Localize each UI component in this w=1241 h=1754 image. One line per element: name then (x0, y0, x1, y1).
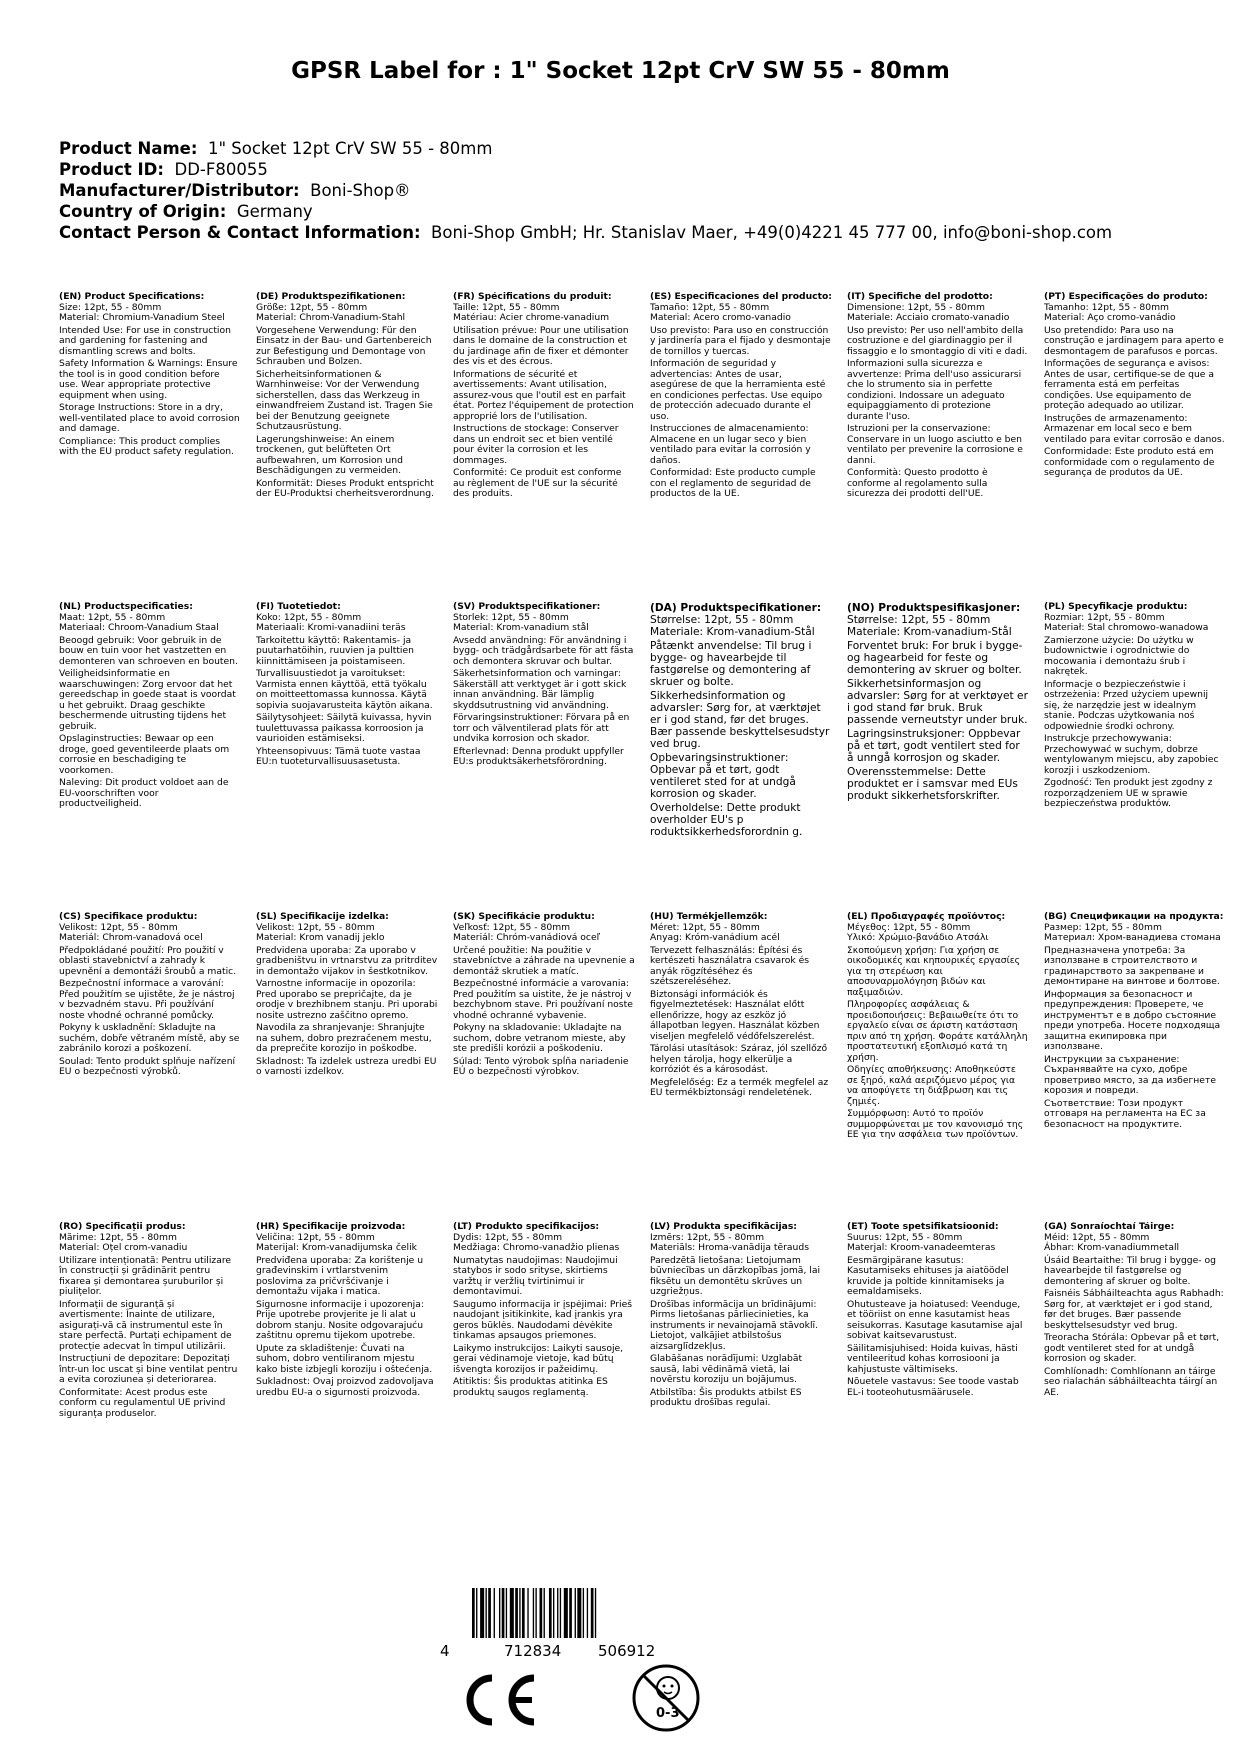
spec-paragraph: Treoracha Stórála: Opbevar på et tørt, godt ventileret sted for at undgå korrosion og skader. (1044, 1332, 1219, 1364)
spec-paragraph: Uso pretendido: Para uso na construção e jardinagem para aperto e desmontagem de parafusos e porcas. (1044, 324, 1224, 357)
spec-paragraph: Velikost: 12pt, 55 - 80mm (256, 921, 375, 933)
spec-paragraph: Materiál: Chróm-vanádiová oceľ (453, 932, 601, 943)
spec-block-fi (256, 602, 438, 770)
spec-paragraph: Súlad: Tento výrobok spĺňa nariadenie EÚ o bezpečnosti výrobkov. (453, 1055, 629, 1077)
spec-heading: (LV) Produkta specifikācijas: (650, 1222, 797, 1232)
spec-paragraph: Πληροφορίες ασφάλειας & προειδοποιήσεις: Βεβαιωθείτε ότι το εργαλείο είναι σε άριστη κατάσταση πριν από τη χρήση. Φοράτε κατάλληλη προστατευτική εξοπλισμό κατά τη χρήση. (847, 999, 1028, 1063)
spec-paragraph: Informations de sécurité et avertissements: Avant utilisation, assurez-vous que l'outil est en parfait état. Portez l'équipement de protection approprié lors de l'utilisation. (453, 368, 634, 422)
spec-paragraph: Bezpečnostné informácie a varovania: Pred použitím sa uistite, že je nástroj v bezchybnom stave. Pri používaní noste vhodné ochranné vybavenie. (453, 978, 633, 1021)
spec-paragraph: Suurus: 12pt, 55 - 80mm (847, 1231, 963, 1243)
info-label: Product Name: (59, 139, 198, 158)
spec-block-hr (256, 1222, 438, 1400)
spec-paragraph: Avsedd användning: För användning i bygg- och trädgårdsarbete för att fästa och demontera skruvar och bultar. (453, 634, 634, 667)
spec-paragraph: Utilizare intenționată: Pentru utilizare în construcții și grădinărit pentru fixarea și demontarea șuruburilor și piulițelor. (59, 1254, 232, 1297)
spec-heading: (NO) Produktspesifikasjoner: (847, 602, 1021, 614)
spec-block-de (256, 292, 438, 502)
spec-heading: (LT) Produkto specifikacijos: (453, 1222, 600, 1232)
svg-text:0-3: 0-3 (656, 1706, 680, 1721)
spec-paragraph: Sukladnost: Ovaj proizvod zadovoljava uredbu EU-a o sigurnosti proizvoda. (256, 1376, 434, 1398)
info-value: DD-F80055 (174, 160, 268, 179)
spec-paragraph: Material: Acero cromo-vanadio (650, 312, 791, 323)
spec-paragraph: Maat: 12pt, 55 - 80mm (59, 611, 166, 623)
spec-paragraph: Faisnéis Sábháilteachta agus Rabhadh: Sørg for, at værktøjet er i god stand, før det bruges. Bær passende beskyttelsesudstyr ved brug. (1044, 1288, 1224, 1331)
spec-paragraph: Tamanho: 12pt, 55 - 80mm (1044, 301, 1169, 313)
spec-paragraph: Medžiaga: Chromo-vanadžio plienas (453, 1242, 620, 1253)
spec-paragraph: Materiaali: Kromi-vanadiini teräs (256, 622, 406, 633)
spec-paragraph: Conformidad: Este producto cumple con el reglamento de seguridad de productos de la UE. (650, 467, 816, 499)
spec-paragraph: Predvidena uporaba: Za uporabo v gradbeništvu in vrtnarstvu za pritrditev in demontažo vijakov in šestkotnikov. (256, 944, 438, 977)
spec-paragraph: Turvallisuustiedot ja varoitukset: Varmista ennen käyttöä, että työkalu on moitteettomassa kunnossa. Käytä sopivia suojavarusteita käytön aikana. (256, 668, 433, 711)
spec-heading: (FR) Spécifications du produit: (453, 292, 612, 302)
spec-paragraph: Skladnost: Ta izdelek ustreza uredbi EU o varnosti izdelkov. (256, 1055, 437, 1077)
spec-block-lv (650, 1222, 832, 1411)
spec-paragraph: Saugumo informacija ir įspėjimai: Prieš naudojant įsitikinkite, kad įrankis yra geros būklės. Naudodami dėvėkite tinkamas apsaugos priemones. (453, 1298, 633, 1341)
spec-paragraph: Veľkosť: 12pt, 55 - 80mm (453, 921, 571, 933)
spec-paragraph: Pokyny k uskladnění: Skladujte na suchém, dobře větraném místě, aby se zabránilo korozi a poškození. (59, 1022, 240, 1054)
spec-heading: (ET) Toote spetsifikatsioonid: (847, 1222, 999, 1232)
spec-heading: (HU) Termékjellemzők: (650, 912, 768, 922)
spec-heading: (RO) Specificații produs: (59, 1222, 186, 1232)
spec-paragraph: Intended Use: For use in construction and gardening for fastening and dismantling screws and bolts. (59, 324, 231, 357)
spec-paragraph: Navodila za shranjevanje: Shranjujte na suhem, dobro prezračenem mestu, da preprečite korozijo in poškodbe. (256, 1022, 432, 1054)
spec-paragraph: Beoogd gebruik: Voor gebruik in de bouw en tuin voor het vastzetten en demonteren van schroeven en bouten. (59, 634, 238, 667)
spec-block-lt (453, 1222, 635, 1400)
spec-paragraph: Utilisation prévue: Pour une utilisation dans le domaine de la construction et du jardinage afin de fixer et démonter des vis et des écrous. (453, 324, 629, 367)
spec-paragraph: Izmērs: 12pt, 55 - 80mm (650, 1231, 765, 1243)
spec-block-no (847, 602, 1029, 804)
spec-paragraph: Instructions de stockage: Conserver dans un endroit sec et bien ventilé pour éviter la corrosion et les dommages. (453, 423, 619, 466)
spec-paragraph: Säilytysohjeet: Säilytä kuivassa, hyvin tuulettuvassa paikassa korroosion ja vaurioiden estämiseksi. (256, 712, 432, 744)
spec-paragraph: Предназначена употреба: За използване в строителството и градинарството за закрепване и демонтиране на винтове и болтове. (1044, 944, 1220, 987)
spec-paragraph: Lagringsinstruksjoner: Oppbevar på et tørt, godt ventilert sted for å unngå korrosjon og skader. (847, 728, 1021, 764)
spec-paragraph: Conformité: Ce produit est conforme au règlement de l'UE sur la sécurité des produits. (453, 467, 622, 499)
page-title: GPSR Label for : 1" Socket 12pt CrV SW 55 - 80mm (291, 58, 950, 84)
spec-paragraph: Información de seguridad y advertencias: Antes de usar, asegúrese de que la herramienta esté en condiciones perfectas. Use equipo de protección adecuado durante el uso. (650, 358, 826, 422)
spec-block-sv (453, 602, 635, 770)
spec-heading: (IT) Specifiche del prodotto: (847, 292, 993, 302)
spec-block-nl (59, 602, 241, 812)
spec-heading: (CS) Specifikace produktu: (59, 912, 198, 922)
spec-paragraph: Instrukcje przechowywania: Przechowywać w suchym, dobrze wentylowanym miejscu, aby zapobiec korozji i uszkodzeniom. (1044, 733, 1219, 776)
info-label: Country of Origin: (59, 202, 227, 221)
info-label: Contact Person & Contact Information: (59, 223, 421, 242)
spec-paragraph: Atbilstība: Šis produkts atbilst ES produktu drošības regulai. (650, 1386, 802, 1408)
spec-paragraph: Opslaginstructies: Bewaar op een droge, goed geventileerde plaats om corrosie en beschadiging te voorkomen. (59, 733, 230, 776)
spec-block-el (847, 912, 1029, 1143)
spec-heading: (DA) Produktspecifikationer: (650, 602, 822, 614)
spec-paragraph: Méid: 12pt, 55 - 80mm (1044, 1231, 1150, 1243)
spec-paragraph: Σκοπούμενη χρήση: Για χρήση σε οικοδομικές και κηπουρικές εργασίες για τη στερέωση και αποσυναρμολόγηση βιδών και παξιμαδιών. (847, 944, 1021, 998)
spec-paragraph: Megfelelőség: Ez a termék megfelel az EU termékbiztonsági rendeletének. (650, 1076, 829, 1098)
spec-paragraph: Conformità: Questo prodotto è conforme al regolamento sulla sicurezza dei prodotti dell'UE. (847, 467, 988, 499)
spec-block-fr (453, 292, 635, 502)
spec-paragraph: Méret: 12pt, 55 - 80mm (650, 921, 760, 933)
spec-paragraph: Material: Aço cromo-vanádio (1044, 312, 1176, 323)
spec-paragraph: Yhteensopivuus: Tämä tuote vastaa EU:n tuoteturvallisuusasetusta. (256, 745, 421, 767)
spec-heading: (SK) Špecifikácie produktu: (453, 912, 595, 922)
spec-heading: (DE) Produktspezifikationen: (256, 292, 406, 302)
spec-paragraph: Material: Krom-vanadium stål (453, 622, 589, 633)
spec-paragraph: Istruzioni per la conservazione: Conservare in un luogo asciutto e ben ventilato per prevenire la corrosione e danni. (847, 423, 1023, 466)
spec-paragraph: Storlek: 12pt, 55 - 80mm (453, 611, 569, 623)
spec-paragraph: Anyag: Króm-vanádium acél (650, 932, 780, 943)
spec-paragraph: Informações de segurança e avisos: Antes de usar, certifique-se de que a ferramenta está em perfeitas condições. Use equipamento de proteção adequado ao utilizar. (1044, 358, 1215, 411)
spec-paragraph: Tárolási utasítások: Száraz, jól szellőző helyen tárolja, hogy elkerülje a korróziót és a károsodást. (650, 1043, 828, 1075)
spec-paragraph: Forventet bruk: For bruk i bygge- og hagearbeid for feste og demontering av skruer og bolter. (847, 640, 1023, 676)
spec-paragraph: Οδηγίες αποθήκευσης: Αποθηκεύστε σε ξηρό, καλά αεριζόμενο μέρος για να αποφύγετε τη διάβρωση και τις ζημιές. (847, 1064, 1016, 1107)
spec-paragraph: Dimensione: 12pt, 55 - 80mm (847, 301, 985, 313)
spec-paragraph: Conformitate: Acest produs este conform cu regulamentul UE privind siguranța produselor. (59, 1386, 226, 1419)
spec-paragraph: Материал: Хром-ванадиева стомана (1044, 932, 1221, 943)
spec-paragraph: Bezpečnostní informace a varování: Před použitím se ujistěte, že je nástroj v bezvadném stavu. Při používání noste vhodné ochranné pomůcky. (59, 978, 235, 1021)
spec-block-es (650, 292, 832, 502)
spec-paragraph: Opbevaringsinstruktioner: Opbevar på et tørt, godt ventileret sted for at undgå korrosion og skader. (650, 752, 796, 800)
spec-paragraph: Säilitamisjuhised: Hoida kuivas, hästi ventileeritud kohas korrosiooni ja kahjustuste vältimiseks. (847, 1342, 1018, 1375)
spec-block-da (650, 602, 832, 840)
spec-paragraph: Material: Chrom-Vanadium-Stahl (256, 312, 406, 323)
spec-paragraph: Úsáid Beartaithe: Til brug i bygge- og havearbejde til fastgørelse og demontering af skruer og bolte. (1044, 1254, 1216, 1287)
spec-paragraph: Informacje o bezpieczeństwie i ostrzeżenia: Przed użyciem upewnij się, że narzędzie jest w idealnym stanie. Podczas użytkowania noś odpowiednie środki ochrony. (1044, 678, 1209, 732)
spec-paragraph: Conformidade: Este produto está em conformidade com o regulamento de segurança de produtos da UE. (1044, 446, 1215, 478)
spec-paragraph: Predviđena uporaba: Za korištenje u građevinskim i vrtlarstvenim poslovima za pričvršćivanje i demontažu vijaka i matica. (256, 1254, 424, 1297)
spec-heading: (SV) Produktspecifikationer: (453, 602, 601, 612)
spec-paragraph: Materiał: Stal chromowo-wanadowa (1044, 622, 1209, 633)
spec-block-et (847, 1222, 1029, 1400)
spec-paragraph: Size: 12pt, 55 - 80mm (59, 301, 162, 313)
barcode-bars (470, 1588, 670, 1640)
spec-paragraph: Съответствие: Този продукт отговаря на регламента на ЕС за безопасност на продуктите. (1044, 1097, 1206, 1130)
spec-paragraph: Pokyny na skladovanie: Ukladajte na suchom, dobre vetranom mieste, aby ste predišli korózii a poškodeniu. (453, 1022, 626, 1054)
spec-heading: (PL) Specyfikacje produktu: (1044, 602, 1188, 612)
spec-paragraph: Určené použitie: Na použitie v stavebníctve a záhrade na upevnenie a demontáž skrutiek a matíc. (453, 944, 635, 977)
spec-block-ro (59, 1222, 241, 1421)
spec-paragraph: Tarkoitettu käyttö: Rakentamis- ja puutarhatöihin, ruuvien ja pulttien kiinnittämiseen ja poistamiseen. (256, 634, 414, 667)
spec-paragraph: Overholdelse: Dette produkt overholder EU's p roduktsikkerhedsforordnin g. (650, 802, 803, 838)
spec-paragraph: Předpokládané použití: Pro použití v oblasti stavebnictví a zahrady k upevnění a demontáži šroubů a matic. (59, 944, 237, 977)
spec-paragraph: Glabāšanas norādījumi: Uzglabāt sausā, labi vēdināmā vietā, lai novērstu koroziju un bojājumus. (650, 1353, 803, 1385)
info-row (59, 180, 1112, 201)
spec-paragraph: Sigurnosne informacije i upozorenja: Prije upotrebe provjerite je li alat u dobrom stanju. Nosite odgovarajuću zaštitnu opremu tijekom upotrebe. (256, 1298, 424, 1341)
info-row (59, 222, 1112, 243)
info-row (59, 138, 1112, 159)
spec-paragraph: Uso previsto: Para uso en construcción y jardinería para el fijado y desmontaje de tornillos y tuercas. (650, 324, 831, 357)
not-for-children-0-3-icon (630, 1662, 702, 1734)
spec-paragraph: Størrelse: 12pt, 55 - 80mm (650, 614, 794, 626)
spec-heading: (BG) Спецификации на продукта: (1044, 912, 1224, 922)
spec-paragraph: Størrelse: 12pt, 55 - 80mm (847, 614, 991, 626)
spec-heading: (SL) Specifikacije izdelka: (256, 912, 389, 922)
spec-heading: (ES) Especificaciones del producto: (650, 292, 832, 302)
spec-paragraph: Ohutusteave ja hoiatused: Veenduge, et tööriist on enne kasutamist heas seisukorras. Kasutage kasutamise ajal sobivat kaitsevarustust. (847, 1298, 1023, 1341)
spec-paragraph: Material: Chromium-Vanadium Steel (59, 312, 225, 323)
spec-paragraph: Vorgesehene Verwendung: Für den Einsatz in der Bau- und Gartenbereich zur Befestigung und Demontage von Schrauben und Bolzen. (256, 324, 432, 367)
spec-block-sl (256, 912, 438, 1080)
info-value: 1" Socket 12pt CrV SW 55 - 80mm (207, 139, 493, 158)
spec-paragraph: Konformität: Dieses Produkt entspricht der EU-Produktsi cherheitsverordnung. (256, 477, 434, 499)
spec-paragraph: Informazioni sulla sicurezza e avvertenze: Prima dell'uso assicurarsi che lo strumento sia in perfette condizioni. Indossare un adeguato equipaggiamento di protezione durante l'uso. (847, 358, 1022, 422)
spec-block-pl (1044, 602, 1226, 812)
spec-paragraph: Instrucțiuni de depozitare: Depozitați într-un loc uscat și bine ventilat pentru a evita coroziunea și deteriorarea. (59, 1353, 238, 1385)
barcode-digit-first: 4 (440, 1642, 450, 1660)
spec-paragraph: Materijal: Krom-vanadijumska čelik (256, 1242, 417, 1253)
spec-block-en (59, 292, 241, 460)
spec-paragraph: Uso previsto: Per uso nell'ambito della costruzione e del giardinaggio per il fissaggio e lo smontaggio di viti e dadi. (847, 324, 1028, 357)
spec-paragraph: Materjal: Kroom-vanadeemteras (847, 1242, 996, 1253)
spec-paragraph: Säkerhetsinformation och varningar: Säkerställ att verktyget är i gott skick innan användning. Bär lämplig skyddsutrustning vid användning. (453, 668, 627, 711)
spec-block-cs (59, 912, 241, 1080)
spec-paragraph: Storage Instructions: Store in a dry, well-ventilated place to avoid corrosion and damage. (59, 402, 240, 434)
spec-paragraph: Dydis: 12pt, 55 - 80mm (453, 1231, 563, 1243)
spec-block-sk (453, 912, 635, 1080)
spec-paragraph: Informații de siguranță și avertismente: Înainte de utilizare, asigurați-vă că instrumentul este în stare perfectă. Purtați echipament de protecție adecvat în timpul utilizării. (59, 1298, 232, 1352)
info-label: Product ID: (59, 160, 164, 179)
spec-paragraph: Förvaringsinstruktioner: Förvara på en torr och välventilerad plats för att undvika korrosion och skador. (453, 712, 630, 744)
spec-paragraph: Varnostne informacije in opozorila: Pred uporabo se prepričajte, da je orodje v brezhibnem stanju. Pri uporabi nosite ustrezno zaščitno opremo. (256, 978, 438, 1021)
spec-paragraph: Mărime: 12pt, 55 - 80mm (59, 1231, 177, 1243)
info-value: Boni-Shop® (310, 181, 411, 200)
spec-paragraph: Comhlíonadh: Comhlíonann an táirge seo rialachán sábháilteachta táirgí an AE. (1044, 1365, 1218, 1398)
spec-paragraph: Materiale: Krom-vanadium-Stål (847, 626, 1012, 638)
spec-paragraph: Naleving: Dit product voldoet aan de EU-voorschriften voor productveiligheid. (59, 777, 229, 809)
spec-paragraph: Eesmärgipärane kasutus: Kasutamiseks ehituses ja aiatöödel kruvide ja poltide kinnitamiseks ja eemaldamiseks. (847, 1254, 1009, 1297)
spec-paragraph: Laikymo instrukcijos: Laikyti sausoje, gerai vėdinamoje vietoje, kad būtų išvengta korozijos ir pažeidimų. (453, 1342, 624, 1375)
spec-paragraph: Μέγεθος: 12pt, 55 - 80mm (847, 921, 971, 933)
barcode (440, 1588, 720, 1658)
spec-paragraph: Instrucciones de almacenamiento: Almacene en un lugar seco y bien ventilado para evitar la corrosión y daños. (650, 423, 811, 466)
spec-paragraph: Инструкции за съхранение: Съхранявайте на сухо, добре проветриво място, за да избегнете корозия и повреди. (1044, 1053, 1216, 1096)
spec-paragraph: Overensstemmelse: Dette produktet er i samsvar med EUs produkt sikkerhetsforskrifter. (847, 766, 1018, 802)
spec-paragraph: Υλικό: Χρώμιο-βανάδιο Ατσάλι (847, 932, 989, 943)
spec-paragraph: Sikkerhedsinformation og advarsler: Sørg for, at værktøjet er i god stand, før det bruges. Bær passende beskyttelsesudstyr ved brug. (650, 690, 830, 750)
spec-paragraph: Compliance: This product complies with the EU product safety regulation. (59, 435, 234, 457)
spec-block-bg (1044, 912, 1226, 1132)
barcode-digits-right: 506912 (598, 1642, 656, 1660)
spec-paragraph: Drošības informācija un brīdinājumi: Pirms lietošanas pārliecinieties, ka instruments ir nevainojamā stāvoklī. Lietojot, valkājiet atbilstošus aizsarglīdzekļus. (650, 1298, 818, 1352)
info-value: Germany (236, 202, 313, 221)
spec-heading: (GA) Sonraíochtaí Táirge: (1044, 1222, 1175, 1232)
spec-paragraph: Lagerungshinweise: An einem trockenen, gut belüfteten Ort aufbewahren, um Korrosion und Beschädigungen zu vermeiden. (256, 433, 403, 476)
spec-paragraph: Tamaño: 12pt, 55 - 80mm (650, 301, 770, 313)
spec-paragraph: Efterlevnad: Denna produkt uppfyller EU:s produktsäkerhetsförordning. (453, 745, 624, 767)
spec-paragraph: Materiaal: Chroom-Vanadium Staal (59, 622, 219, 633)
spec-paragraph: Materiál: Chrom-vanadová ocel (59, 932, 203, 943)
spec-paragraph: Safety Information & Warnings: Ensure the tool is in good condition before use. Wear appropriate protective equipment when using. (59, 358, 238, 401)
barcode-digits-left: 712834 (504, 1642, 562, 1660)
spec-paragraph: Atitiktis: Šis produktas atitinka ES produktų saugos reglamentą. (453, 1376, 608, 1398)
spec-block-pt (1044, 292, 1226, 481)
ce-mark-icon (456, 1670, 540, 1730)
spec-paragraph: Soulad: Tento produkt splňuje nařízení EU o bezpečnosti výrobků. (59, 1055, 236, 1077)
spec-paragraph: Upute za skladištenje: Čuvati na suhom, dobro ventiliranom mjestu kako biste izbjegli koroziju i oštećenja. (256, 1342, 433, 1375)
info-value: Boni-Shop GmbH; Hr. Stanislav Maer, +49(0)4221 45 777 00, info@boni-shop.com (431, 223, 1113, 242)
spec-paragraph: Påtænkt anvendelse: Til brug i bygge- og havearbejde til fastgørelse og demontering af skruer og bolte. (650, 640, 812, 688)
spec-paragraph: Instruções de armazenamento: Armazenar em local seco e bem ventilado para evitar corrosão e danos. (1044, 412, 1225, 445)
spec-paragraph: Material: Oțel crom-vanadiu (59, 1242, 188, 1253)
spec-paragraph: Zamierzone użycie: Do użytku w budownictwie i ogrodnictwie do mocowania i demontażu śrub i nakrętek. (1044, 634, 1194, 677)
spec-paragraph: Paredzētā lietošana: Lietojumam būvniecības un dārzkopības jomā, lai fiksētu un demontētu skrūves un uzgriežņus. (650, 1254, 821, 1297)
info-row (59, 201, 1112, 222)
spec-heading: (PT) Especificações do produto: (1044, 292, 1208, 302)
spec-paragraph: Размер: 12pt, 55 - 80mm (1044, 921, 1162, 933)
spec-paragraph: Информация за безопасност и предупреждения: Проверете, че инструментът е в добро състояние преди употреба. Носете подходяща защитна екипировка при използване. (1044, 988, 1221, 1052)
spec-paragraph: Materiale: Acciaio cromato-vanadio (847, 312, 1010, 323)
product-info (59, 138, 1112, 243)
spec-heading: (EL) Προδιαγραφές προϊόντος: (847, 912, 1006, 922)
spec-paragraph: Materiāls: Hroma-vanādija tērauds (650, 1242, 809, 1253)
spec-paragraph: Nõuetele vastavus: See toode vastab EL-i tooteohutusmäärusele. (847, 1376, 1019, 1398)
spec-paragraph: Ábhar: Krom-vanadiummetall (1044, 1242, 1180, 1253)
spec-paragraph: Συμμόρφωση: Αυτό το προϊόν συμμορφώνεται με τον κανονισμό της ΕΕ για την ασφάλεια των προϊόντων. (847, 1108, 1024, 1140)
spec-heading: (EN) Product Specifications: (59, 292, 205, 302)
spec-paragraph: Material: Krom vanadij jeklo (256, 932, 385, 943)
spec-heading: (NL) Productspecificaties: (59, 602, 193, 612)
spec-paragraph: Sikkerhetsinformasjon og advarsler: Sørg for at verktøyet er i god stand før bruk. Bruk passende verneutstyr under bruk. (847, 678, 1028, 726)
info-label: Manufacturer/Distributor: (59, 181, 300, 200)
spec-paragraph: Größe: 12pt, 55 - 80mm (256, 301, 368, 313)
spec-paragraph: Veličina: 12pt, 55 - 80mm (256, 1231, 375, 1243)
spec-paragraph: Taille: 12pt, 55 - 80mm (453, 301, 560, 313)
spec-heading: (FI) Tuotetiedot: (256, 602, 341, 612)
spec-paragraph: Biztonsági információk és figyelmeztetések: Használat előtt ellenőrizze, hogy az eszköz jó állapotban legyen. Használat közben viseljen megfelelő védőfelszerelést. (650, 988, 820, 1042)
spec-paragraph: Sicherheitsinformationen & Warnhinweise: Vor der Verwendung sicherstellen, dass das Werkzeug in einwandfreiem Zustand ist. Tragen Sie bei der Benutzung geeignete Schutzausrüstung. (256, 368, 433, 432)
spec-paragraph: Koko: 12pt, 55 - 80mm (256, 611, 362, 623)
spec-paragraph: Veiligheidsinformatie en waarschuwingen: Zorg ervoor dat het gereedschap in goede staat is voordat u het gebruikt. Draag geschikte beschermende uitrusting tijdens het gebruik. (59, 668, 236, 732)
spec-paragraph: Rozmiar: 12pt, 55 - 80mm (1044, 611, 1165, 623)
spec-paragraph: Zgodność: Ten produkt jest zgodny z rozporządzeniem UE w sprawie bezpieczeństwa produktów. (1044, 777, 1213, 809)
info-row (59, 159, 1112, 180)
spec-paragraph: Tervezett felhasználás: Építési és kertészeti használatra csavarok és anyák rögzítéséhez és szétszereléséhez. (650, 944, 810, 987)
spec-paragraph: Numatytas naudojimas: Naudojimui statybos ir sodo srityse, skirtiems varžtų ir veržlių tvirtinimui ir demontavimui. (453, 1254, 618, 1297)
spec-paragraph: Velikost: 12pt, 55 - 80mm (59, 921, 178, 933)
spec-paragraph: Matériau: Acier chrome-vanadium (453, 312, 610, 323)
spec-block-ga (1044, 1222, 1226, 1400)
spec-block-it (847, 292, 1029, 502)
spec-paragraph: Materiale: Krom-vanadium-Stål (650, 626, 815, 638)
spec-block-hu (650, 912, 832, 1101)
spec-heading: (HR) Specifikacije proizvoda: (256, 1222, 406, 1232)
